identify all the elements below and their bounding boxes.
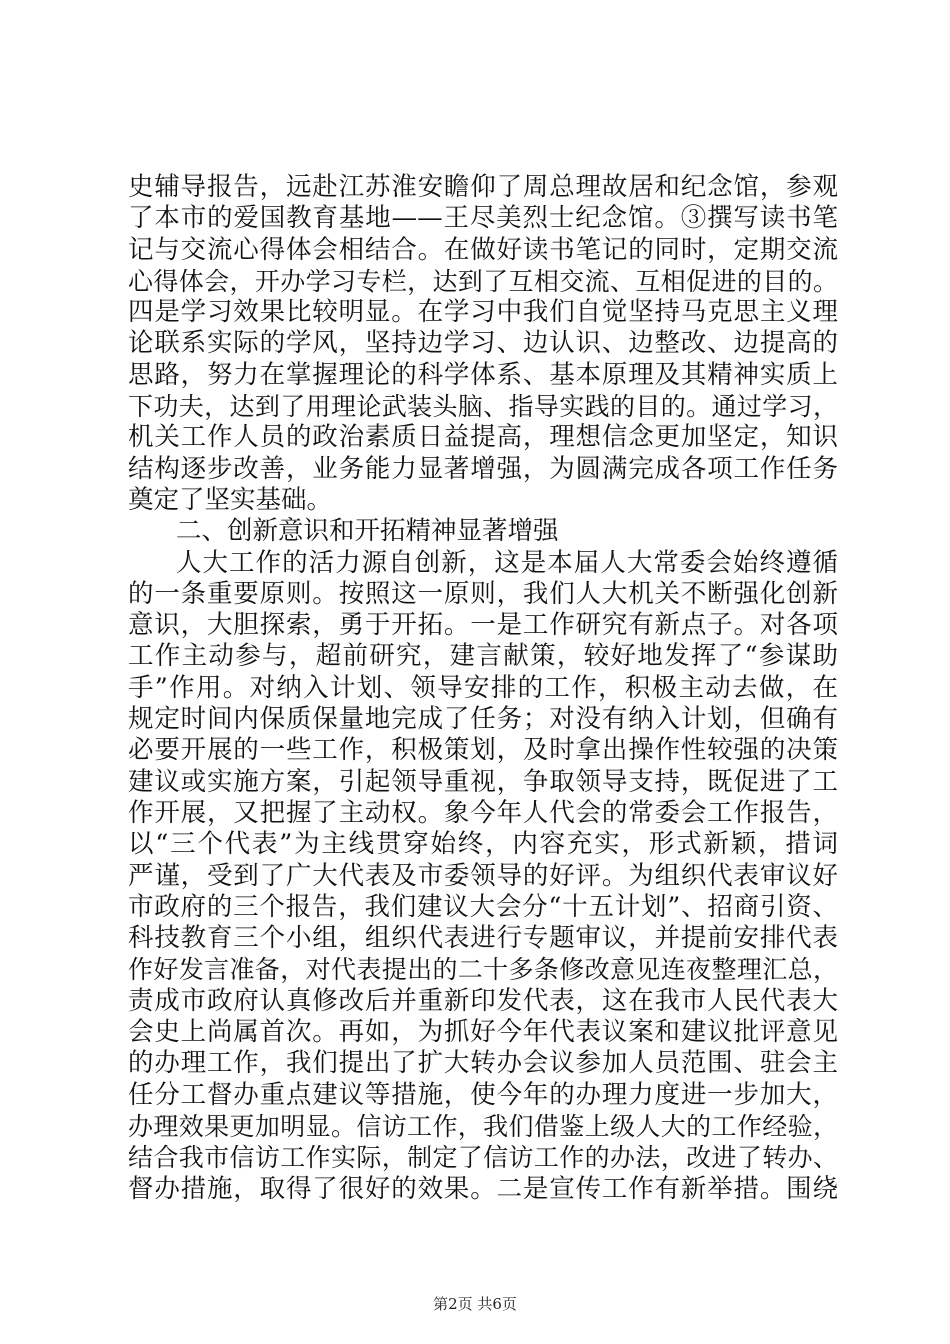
text-line: 奠定了坚实基础。 — [128, 484, 333, 515]
text-line: 以“三个代表”为主线贯穿始终，内容充实，形式新颖，措词 — [128, 829, 838, 860]
text-line: 市政府的三个报告，我们建议大会分“十五计划”、招商引资、 — [128, 891, 838, 922]
text-line: 机关工作人员的政治素质日益提高，理想信念更加坚定，知识 — [128, 422, 838, 453]
text-line: 规定时间内保质保量地完成了任务；对没有纳入计划，但确有 — [128, 704, 838, 735]
text-line: 思路，努力在掌握理论的科学体系、基本原理及其精神实质上 — [128, 359, 838, 390]
text-line: 的办理工作，我们提出了扩大转办会议参加人员范围、驻会主 — [128, 1048, 838, 1079]
text-line: 的一条重要原则。按照这一原则，我们人大机关不断强化创新 — [128, 578, 838, 609]
body-text — [128, 172, 838, 1205]
text-line: 人大工作的活力源自创新，这是本届人大常委会始终遵循 — [176, 547, 838, 578]
text-line: 作开展，又把握了主动权。象今年人代会的常委会工作报告， — [128, 797, 838, 828]
text-line: 心得体会，开办学习专栏，达到了互相交流、互相促进的目的。 — [128, 266, 838, 296]
text-line: 严谨，受到了广大代表及市委领导的好评。为组织代表审议好 — [128, 860, 838, 891]
text-line: 必要开展的一些工作，积极策划，及时拿出操作性较强的决策 — [128, 735, 838, 766]
text-line: 任分工督办重点建议等措施，使今年的办理力度进一步加大， — [128, 1079, 838, 1110]
text-line: 手”作用。对纳入计划、领导安排的工作，积极主动去做，在 — [128, 672, 838, 703]
text-line: 意识，大胆探索，勇于开拓。一是工作研究有新点子。对各项 — [128, 610, 838, 641]
page-footer: 第2页 共6页 — [433, 1295, 517, 1313]
text-line: 建议或实施方案，引起领导重视，争取领导支持，既促进了工 — [128, 766, 838, 797]
text-line: 记与交流心得体会相结合。在做好读书笔记的同时，定期交流 — [128, 234, 838, 265]
text-line: 责成市政府认真修改后并重新印发代表，这在我市人民代表大 — [128, 985, 838, 1016]
section-heading: 二、创新意识和开拓精神显著增强 — [176, 516, 559, 547]
text-line: 了本市的爱国教育基地——王尽美烈士纪念馆。③撰写读书笔 — [128, 203, 838, 234]
text-line: 科技教育三个小组，组织代表进行专题审议，并提前安排代表 — [128, 923, 838, 954]
text-line: 结构逐步改善，业务能力显著增强，为圆满完成各项工作任务 — [128, 453, 838, 484]
text-line: 论联系实际的学风，坚持边学习、边认识、边整改、边提高的 — [128, 328, 838, 359]
text-line: 四是学习效果比较明显。在学习中我们自觉坚持马克思主义理 — [128, 297, 838, 328]
text-line: 下功夫，达到了用理论武装头脑、指导实践的目的。通过学习， — [128, 392, 838, 422]
text-line: 作好发言准备，对代表提出的二十多条修改意见连夜整理汇总， — [128, 955, 838, 985]
text-line: 会史上尚属首次。再如，为抓好今年代表议案和建议批评意见 — [128, 1017, 838, 1048]
text-line: 办理效果更加明显。信访工作，我们借鉴上级人大的工作经验， — [128, 1111, 838, 1141]
text-line: 史辅导报告，远赴江苏淮安瞻仰了周总理故居和纪念馆，参观 — [128, 172, 838, 202]
text-line: 工作主动参与，超前研究，建言献策，较好地发挥了“参谋助 — [128, 641, 838, 672]
text-line: 督办措施，取得了很好的效果。二是宣传工作有新举措。围绕 — [128, 1173, 838, 1204]
text-line: 结合我市信访工作实际，制定了信访工作的办法，改进了转办、 — [128, 1143, 838, 1173]
